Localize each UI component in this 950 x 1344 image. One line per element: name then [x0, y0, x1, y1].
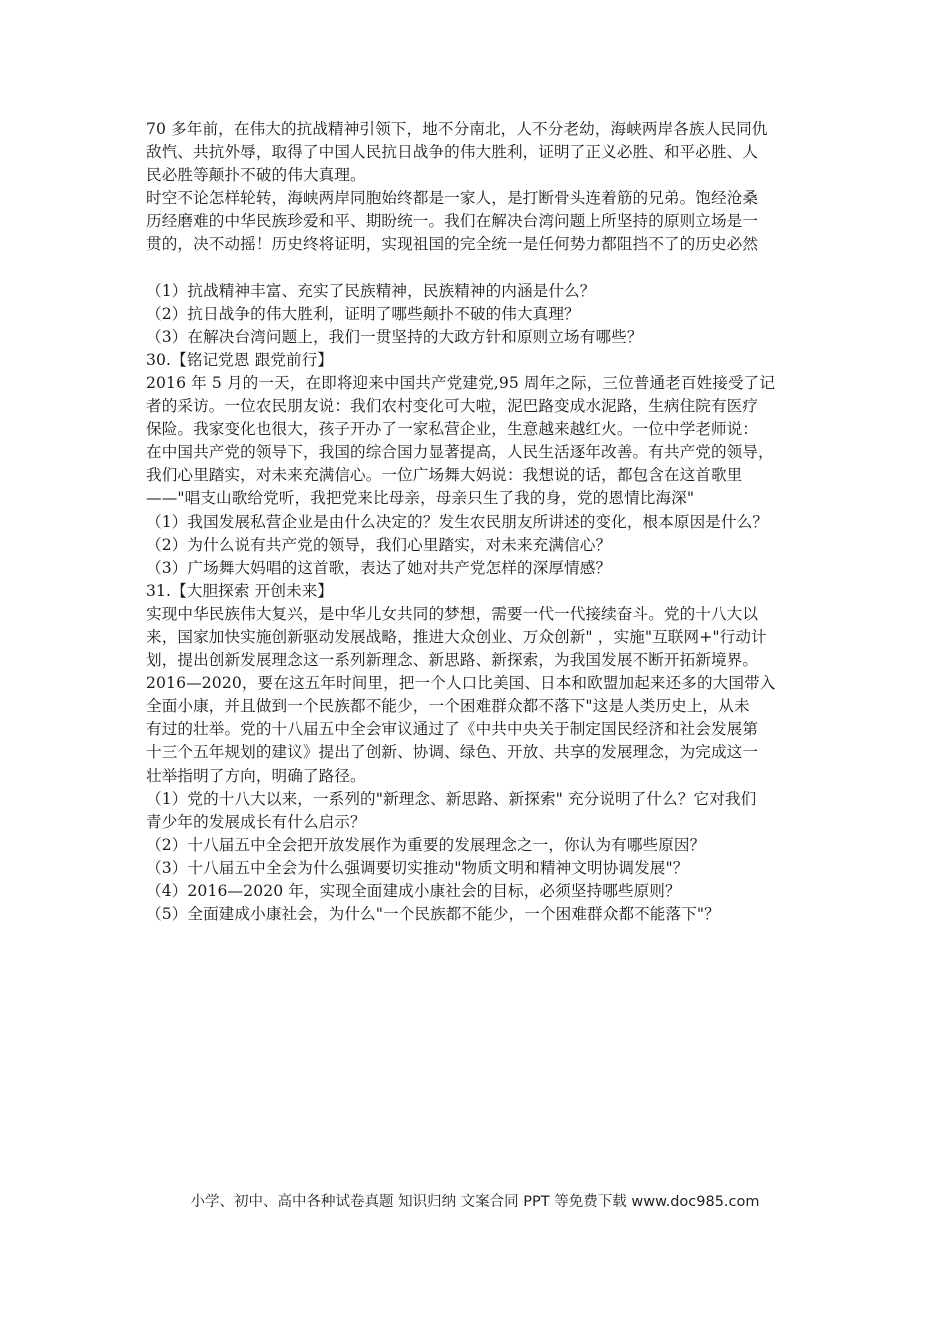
q31-passage	[146, 603, 814, 788]
text-line: 实现中华民族伟大复兴，是中华儿女共同的梦想，需要一代一代接续奋斗。党的十八大以	[146, 604, 759, 623]
question-item: （2）为什么说有共产党的领导，我们心里踏实，对未来充满信心？	[146, 535, 612, 554]
blank-line	[146, 257, 814, 280]
question-item: （2）十八届五中全会把开放发展作为重要的发展理念之一，你认为有哪些原因？	[146, 835, 706, 854]
question-item: （3）在解决台湾问题上，我们一贯坚持的大政方针和原则立场有哪些？	[146, 327, 643, 346]
q29-questions	[146, 280, 814, 349]
text-line: 来，国家加快实施创新驱动发展战略，推进大众创业、万众创新" ，实施"互联网+"行动计	[146, 627, 767, 646]
text-line: 2016—2020，要在这五年时间里，把一个人口比美国、日本和欧盟加起来还多的大国带入	[146, 674, 776, 693]
q31-heading: 31.【大胆探索 开创未来】	[146, 581, 334, 600]
text-line: 2016 年 5 月的一天，在即将迎来中国共产党建党,95 周年之际，三位普通老百姓接受了记	[146, 373, 776, 392]
question-item: 青少年的发展成长有什么启示？	[146, 812, 366, 831]
question-item: （2）抗日战争的伟大胜利，证明了哪些颠扑不破的伟大真理？	[146, 304, 580, 323]
text-line: 敌忾、共抗外辱，取得了中国人民抗日战争的伟大胜利，证明了正义必胜、和平必胜、人	[146, 143, 759, 162]
text-line: 者的采访。一位农民朋友说：我们农村变化可大啦，泥巴路变成水泥路，生病住院有医疗	[146, 397, 759, 416]
question-item: （1）我国发展私营企业是由什么决定的？发生农民朋友所讲述的变化，根本原因是什么？	[146, 512, 769, 531]
text-line: 壮举指明了方向，明确了路径。	[146, 766, 366, 785]
document-body	[146, 118, 814, 926]
question-item: （4）2016—2020 年，实现全面建成小康社会的目标，必须坚持哪些原则？	[146, 882, 681, 900]
text-line: 时空不论怎样轮转，海峡两岸同胞始终都是一家人，是打断骨头连着筋的兄弟。饱经沧桑	[146, 189, 759, 208]
text-line: ——"唱支山歌给党听，我把党来比母亲，母亲只生了我的身，党的恩情比海深"	[146, 489, 695, 508]
passage-intro	[146, 118, 814, 257]
footer-banner: 小学、初中、高中各种试卷真题 知识归纳 文案合同 PPT 等免费下载 www.doc985.com	[190, 1194, 760, 1210]
text-line: 保险。我家变化也很大，孩子开办了一家私营企业，生意越来越红火。一位中学老师说：	[146, 420, 759, 439]
question-item: （3）十八届五中全会为什么强调要切实推动"物质文明和精神文明协调发展"？	[146, 858, 689, 877]
q30-passage	[146, 372, 814, 511]
text-line: 有过的壮举。党的十八届五中全会审议通过了《中共中央关于制定国民经济和社会发展第	[146, 720, 759, 739]
q30-heading: 30.【铭记党恩 跟党前行】	[146, 350, 334, 369]
text-line: 历经磨难的中华民族珍爱和平、期盼统一。我们在解决台湾问题上所坚持的原则立场是一	[146, 212, 759, 231]
text-line: 贯的，决不动摇！历史终将证明，实现祖国的完全统一是任何势力都阻挡不了的历史必然	[146, 235, 759, 254]
text-line: 划，提出创新发展理念这一系列新理念、新思路、新探索，为我国发展不断开拓新境界。	[146, 651, 759, 670]
text-line: 在中国共产党的领导下，我国的综合国力显著提高，人民生活逐年改善。有共产党的领导，	[146, 443, 774, 462]
q30-questions	[146, 511, 814, 580]
text-line: 全面小康，并且做到一个民族都不能少，一个困难群众都不落下"这是人类历史上，从未	[146, 697, 750, 716]
text-line: 70 多年前，在伟大的抗战精神引领下，地不分南北，人不分老幼，海峡两岸各族人民同仇	[146, 120, 768, 138]
q31-questions	[146, 788, 814, 927]
text-line: 民必胜等颠扑不破的伟大真理。	[146, 166, 366, 185]
question-item: （1）抗战精神丰富、充实了民族精神，民族精神的内涵是什么？	[146, 281, 596, 300]
text-line: 十三个五年规划的建议》提出了创新、协调、绿色、开放、共享的发展理念，为完成这一	[146, 743, 759, 762]
question-item: （5）全面建成小康社会，为什么"一个民族都不能少，一个困难群众都不能落下"？	[146, 905, 720, 924]
question-item: （3）广场舞大妈唱的这首歌，表达了她对共产党怎样的深厚情感？	[146, 558, 612, 577]
text-line: 我们心里踏实，对未来充满信心。一位广场舞大妈说：我想说的话，都包含在这首歌里	[146, 466, 743, 485]
question-item: （1）党的十八大以来，一系列的"新理念、新思路、新探索" 充分说明了什么？它对我们	[146, 789, 757, 808]
